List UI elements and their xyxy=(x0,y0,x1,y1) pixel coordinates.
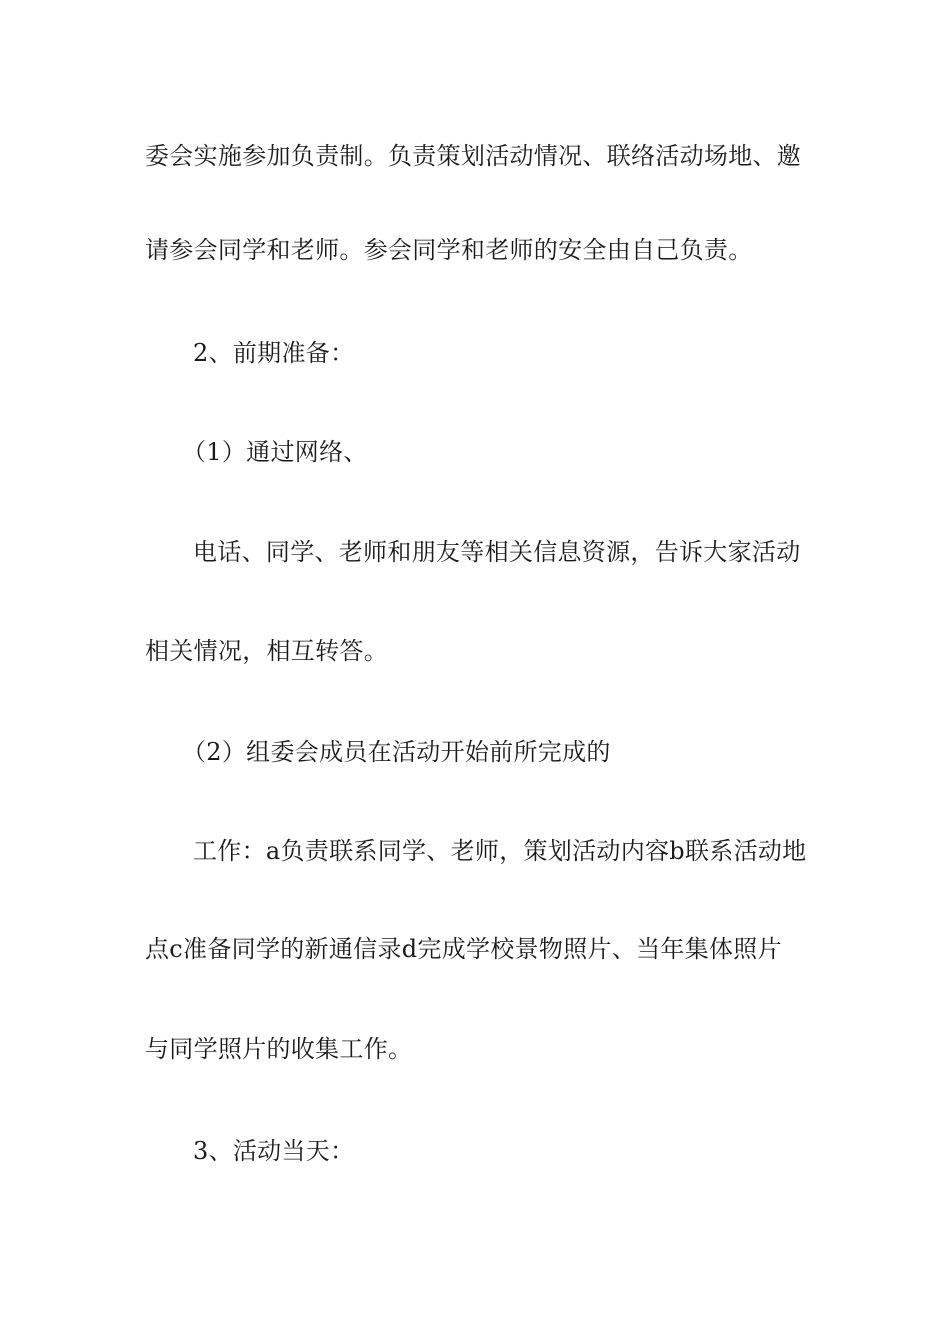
section-heading: 3、活动当天： xyxy=(193,1137,355,1165)
subsection-heading: （2）组委会成员在活动开始前所完成的 xyxy=(182,738,611,766)
paragraph-line: 与同学照片的收集工作。 xyxy=(145,1035,413,1063)
paragraph-line: 请参会同学和老师。参会同学和老师的安全由自己负责。 xyxy=(145,236,753,264)
section-heading: 2、前期准备： xyxy=(193,339,355,367)
paragraph-line: 点c准备同学的新通信录d完成学校景物照片、当年集体照片 xyxy=(145,935,782,963)
paragraph-line: 电话、同学、老师和朋友等相关信息资源，告诉大家活动 xyxy=(193,538,801,566)
subsection-heading: （1）通过网络、 xyxy=(182,438,368,466)
paragraph-line: 委会实施参加负责制。负责策划活动情况、联络活动场地、邀 xyxy=(145,142,802,170)
paragraph-line: 相关情况，相互转答。 xyxy=(145,637,388,665)
paragraph-line: 工作：a负责联系同学、老师，策划活动内容b联系活动地 xyxy=(193,837,807,865)
